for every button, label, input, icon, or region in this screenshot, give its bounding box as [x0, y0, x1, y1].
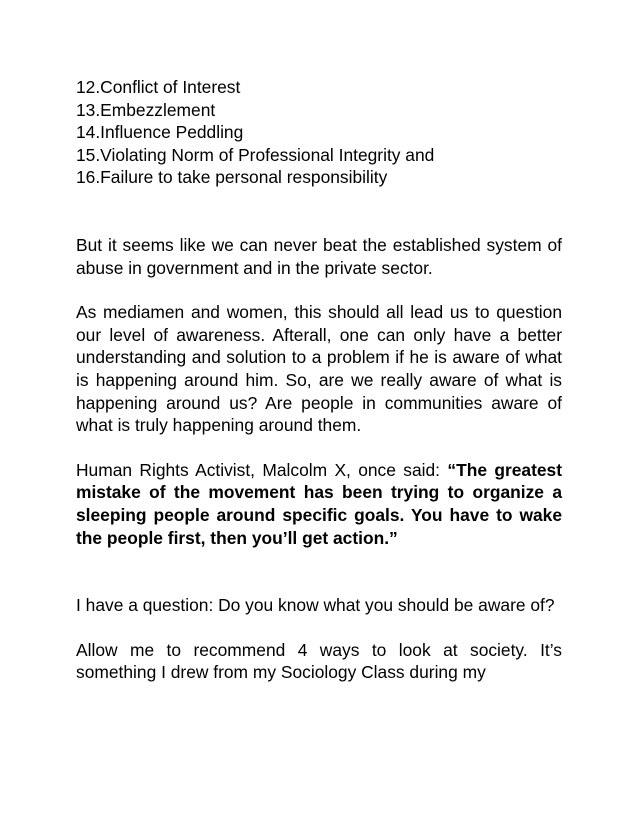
paragraph-malcolm-x [76, 459, 562, 549]
list-item: 14.Influence Peddling [76, 122, 244, 143]
document-page [76, 76, 562, 684]
list-item: 13.Embezzlement [76, 99, 216, 120]
list-item: 12.Conflict of Interest [76, 77, 241, 97]
paragraph-recommendation: Allow me to recommend 4 ways to look at society. It’s something I drew from my Sociology Class during my [76, 639, 562, 683]
malcolm-x-quote: “The greatest mistake of the movement has been trying to organize a sleeping people around specific goals. You have to wake the people first, then you’ll get action.” [76, 459, 562, 548]
list-item: 16.Failure to take personal responsibility [76, 167, 388, 188]
paragraph-awareness: As mediamen and women, this should all lead us to question our level of awareness. Afterall, one can only have a better understanding and solution to a problem if he is aware of what is happening around him. So, are we really aware of what is happening around us? Are people in communities aware of what is truly happening around them. [76, 302, 562, 436]
quote-attribution: Human Rights Activist, Malcolm X, once said: [76, 459, 448, 480]
paragraph-question: I have a question: Do you know what you should be aware of? [76, 595, 555, 616]
list-item: 15.Violating Norm of Professional Integrity and [76, 144, 435, 165]
paragraph-established-system: But it seems like we can never beat the established system of abuse in government and in the private sector. [76, 234, 562, 278]
numbered-list [76, 76, 562, 189]
